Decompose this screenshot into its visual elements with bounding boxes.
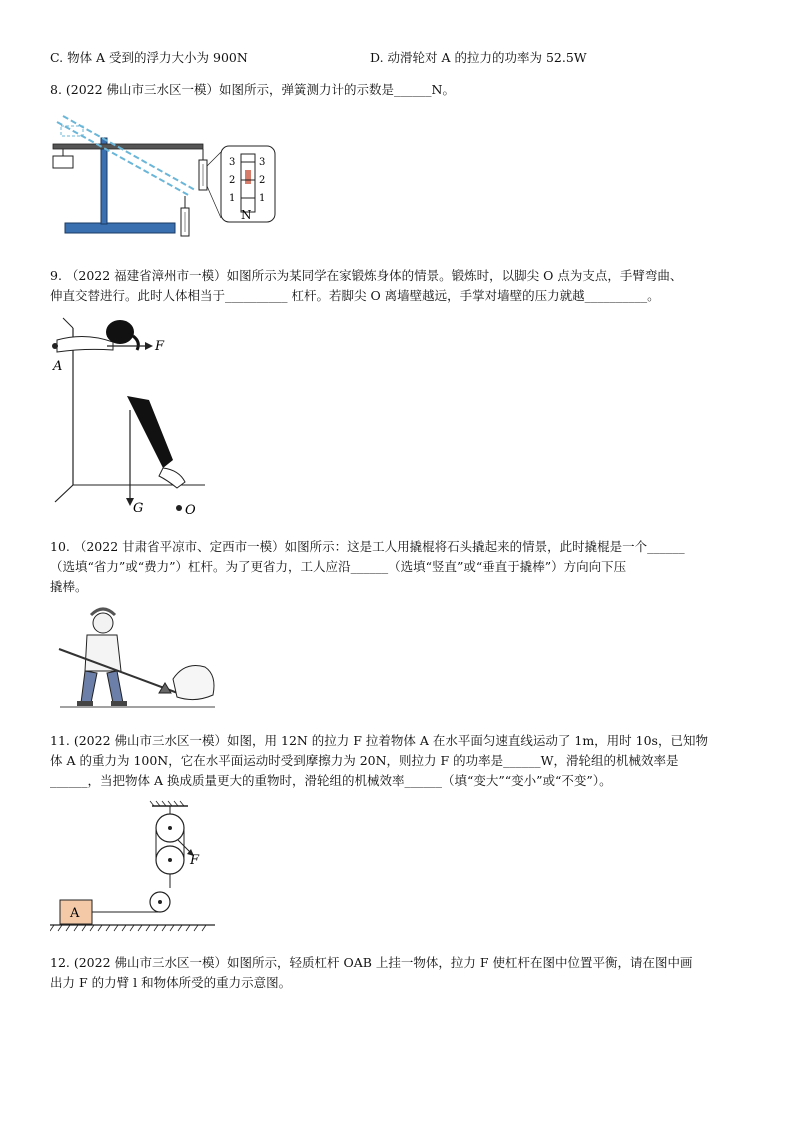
scale-label-2-right: 2 (259, 175, 266, 186)
point-A-dot (52, 343, 58, 349)
label-F: F (190, 853, 200, 868)
label-F: F (155, 339, 165, 354)
point-O-dot (176, 505, 182, 511)
q7-option-d: D. 动滑轮对 A 的拉力的功率为 52.5W (370, 50, 587, 65)
block-A-label: A (70, 906, 80, 921)
q7-option-c: C. 物体 A 受到的浮力大小为 900N (50, 50, 248, 65)
q9-line1: 9. （2022 福建省漳州市一模）如图所示为某同学在家锻炼身体的情景。锻炼时，以脚尖 O 点为支点，手臂弯曲、 (50, 268, 683, 283)
q10-line2: （选填“省力”或“费力”）杠杆。为了更省力，工人应沿______（选填“竖直”或“垂直于撬棒”）方向向下压 (50, 559, 627, 574)
worker-head (93, 613, 113, 633)
label-G: G (133, 501, 144, 516)
q9-line2: 伸直交替进行。此时人体相当于__________ 杠杆。若脚尖 O 离墙壁越远，手掌对墙壁的压力就越__________。 (50, 288, 660, 303)
stand-base (65, 223, 175, 233)
stand-pole (101, 138, 107, 224)
scale-label-3-right: 3 (259, 157, 266, 168)
scale-label-2-left: 2 (229, 175, 236, 186)
stone (173, 666, 214, 700)
scale-label-3-left: 3 (229, 157, 236, 168)
q11-line3: ______，当把物体 A 换成质量更大的重物时，滑轮组的机械效率______（填“变大”“变小”或“不变”）。 (50, 773, 612, 788)
label-O: O (185, 503, 196, 518)
hanging-weight (53, 156, 73, 168)
q11-line1: 11. (2022 佛山市三水区一模）如图，用 12N 的拉力 F 拉着物体 A 在水平面匀速直线运动了 1m，用时 10s，已知物 (50, 733, 708, 748)
scale-label-1-right: 1 (259, 193, 266, 204)
q11-figure (50, 798, 220, 938)
q10-line3: 撬棒。 (50, 579, 88, 594)
q8-text: 8. (2022 佛山市三水区一模）如图所示，弹簧测力计的示数是______N。 (50, 82, 455, 97)
q10-figure (55, 603, 220, 713)
q11-line2: 体 A 的重力为 100N，它在水平面运动时受到摩擦力为 20N，则拉力 F 的功率是______W，滑轮组的机械效率是 (50, 753, 679, 768)
lever-bar (53, 144, 203, 149)
q12-line1: 12. (2022 佛山市三水区一模）如图所示，轻质杠杆 OAB 上挂一物体，拉力 F 使杠杆在图中位置平衡，请在图中画 (50, 955, 693, 970)
scale-unit: N (241, 208, 252, 222)
q9-figure (45, 310, 215, 520)
q8-figure (45, 108, 285, 238)
scale-label-1-left: 1 (229, 193, 236, 204)
label-A: A (53, 359, 63, 374)
q10-line1: 10. （2022 甘肃省平凉市、定西市一模）如图所示：这是工人用撬棍将石头撬起来的情景，此时撬棍是一个______ (50, 539, 685, 554)
body (127, 396, 173, 468)
q12-line2: 出力 F 的力臂 l 和物体所受的重力示意图。 (50, 975, 292, 990)
